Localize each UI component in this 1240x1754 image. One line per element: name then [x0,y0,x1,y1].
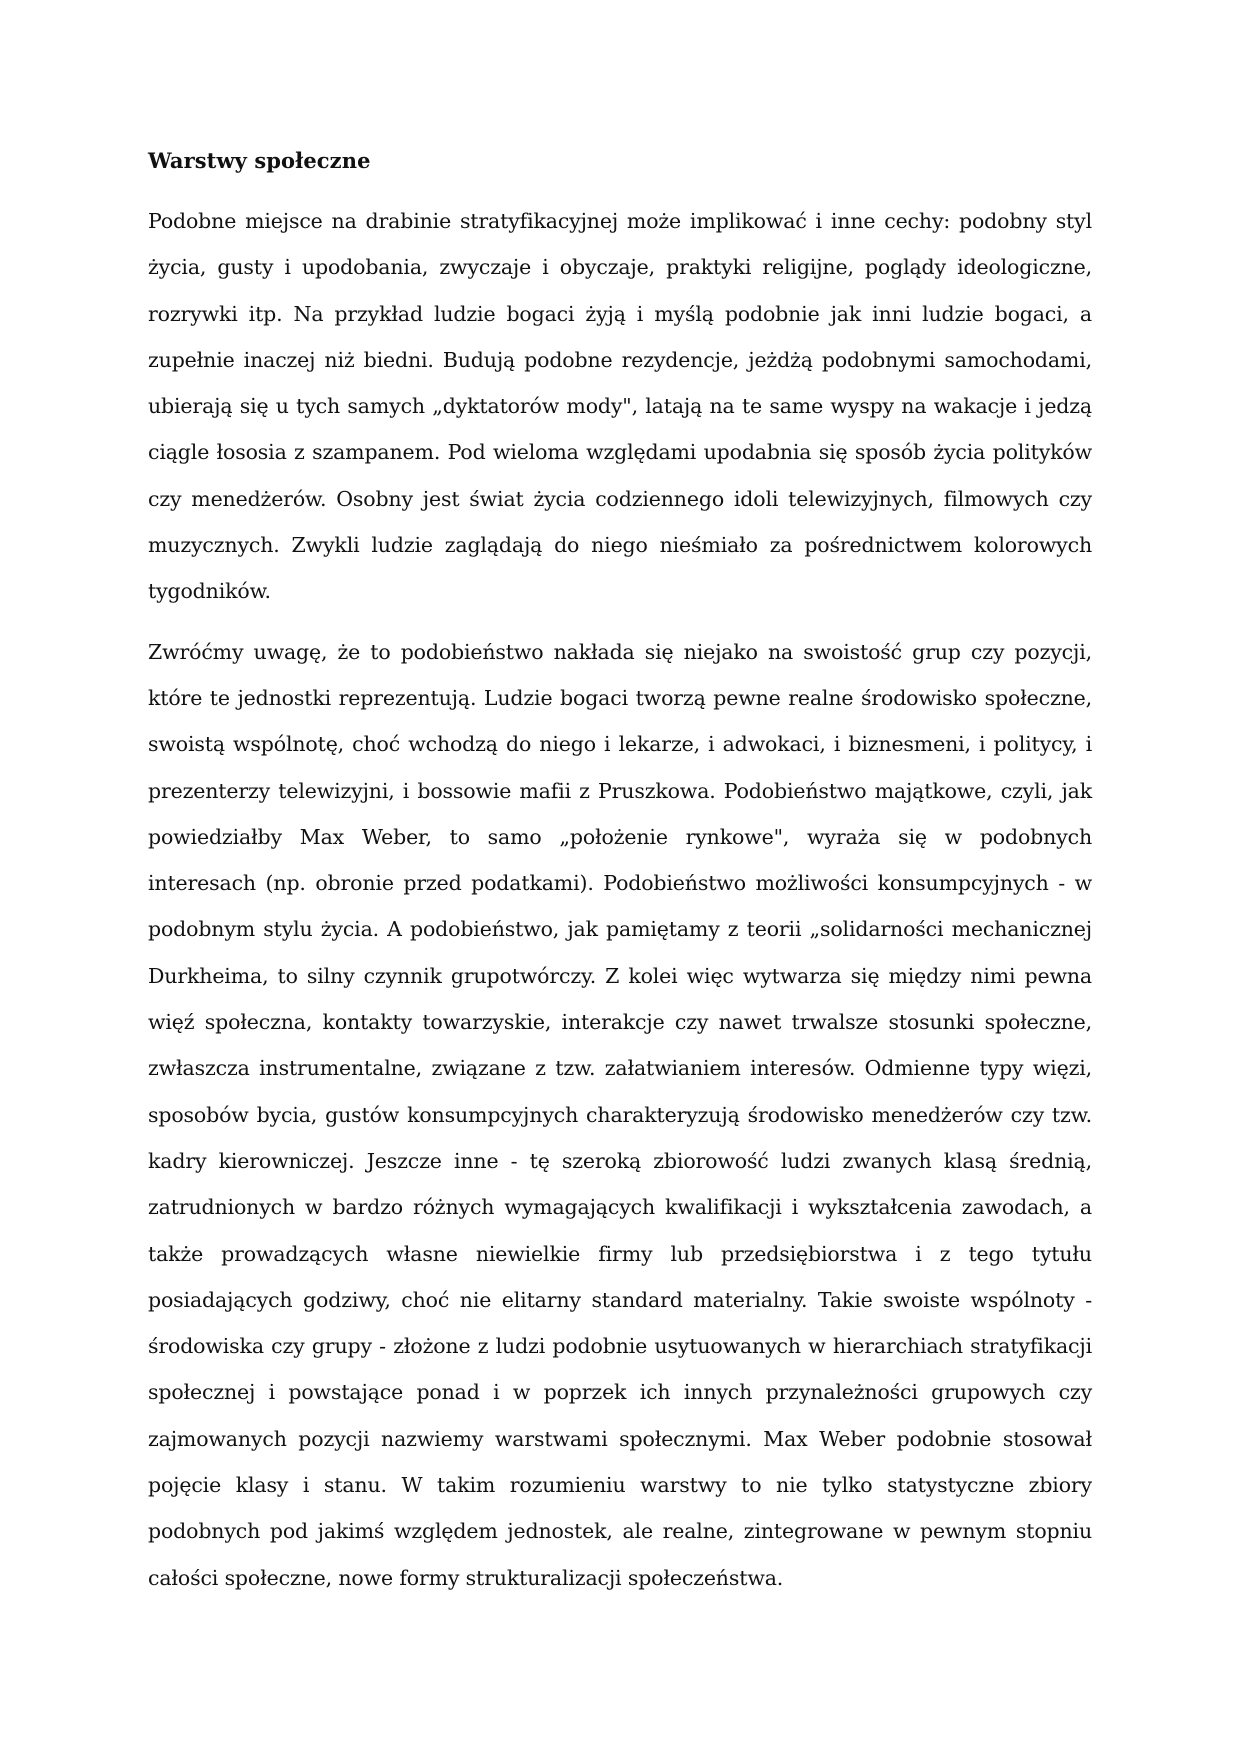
document-body [148,146,1092,1601]
document-title: Warstwy społeczne [148,148,371,173]
paragraph-1: Podobne miejsce na drabinie stratyfikacyjnej może implikować i inne cechy: podobny styl życia, gusty i upodobania, zwyczaje i obyczaje, praktyki religijne, poglądy ideologiczne, rozrywki itp. Na przykład ludzie bogaci żyją i myślą podobnie jak inni ludzie bogaci, a zupełnie inaczej niż biedni. Budują podobne rezydencje, jeżdżą podobnymi samochodami, ubierają się u tych samych „dyktatorów mody", latają na te same wyspy na wakacje i jedzą ciągle łososia z szampanem. Pod wieloma względami upodabnia się sposób życia polityków czy menedżerów. Osobny jest świat życia codziennego idoli telewizyjnych, filmowych czy muzycznych. Zwykli ludzie zaglądają do niego nieśmiało za pośrednictwem kolorowych tygodników. [148,209,1092,604]
paragraph-2: Zwróćmy uwagę, że to podobieństwo nakłada się niejako na swoistość grup czy pozycji, które te jednostki reprezentują. Ludzie bogaci tworzą pewne realne środowisko społeczne, swoistą wspólnotę, choć wchodzą do niego i lekarze, i adwokaci, i biznesmeni, i politycy, i prezenterzy telewizyjni, i bossowie mafii z Pruszkowa. Podobieństwo majątkowe, czyli, jak powiedziałby Max Weber, to samo „położenie rynkowe", wyraża się w podobnych interesach (np. obronie przed podatkami). Podobieństwo możliwości konsumpcyjnych - w podobnym stylu życia. A podobieństwo, jak pamiętamy z teorii „solidarności mechanicznej Durkheima, to silny czynnik grupotwórczy. Z kolei więc wytwarza się między nimi pewna więź społeczna, kontakty towarzyskie, interakcje czy nawet trwalsze stosunki społeczne, zwłaszcza instrumentalne, związane z tzw. załatwianiem interesów. Odmienne typy więzi, sposobów bycia, gustów konsumpcyjnych charakteryzują środowisko menedżerów czy tzw. kadry kierowniczej. Jeszcze inne - tę szeroką zbiorowość ludzi zwanych klasą średnią, zatrudnionych w bardzo różnych wymagających kwalifikacji i wykształcenia zawodach, a także prowadzących własne niewielkie firmy lub przedsiębiorstwa i z tego tytułu posiadających godziwy, choć nie elitarny standard materialny. Takie swoiste wspólnoty - środowiska czy grupy - złożone z ludzi podobnie usytuowanych w hierarchiach stratyfikacji społecznej i powstające ponad i w poprzek ich innych przynależności grupowych czy zajmowanych pozycji nazwiemy warstwami społecznymi. Max Weber podobnie stosował pojęcie klasy i stanu. W takim rozumieniu warstwy to nie tylko statystyczne zbiory podobnych pod jakimś względem jednostek, ale realne, zintegrowane w pewnym stopniu całości społeczne, nowe formy strukturalizacji społeczeństwa. [148,639,1092,1590]
